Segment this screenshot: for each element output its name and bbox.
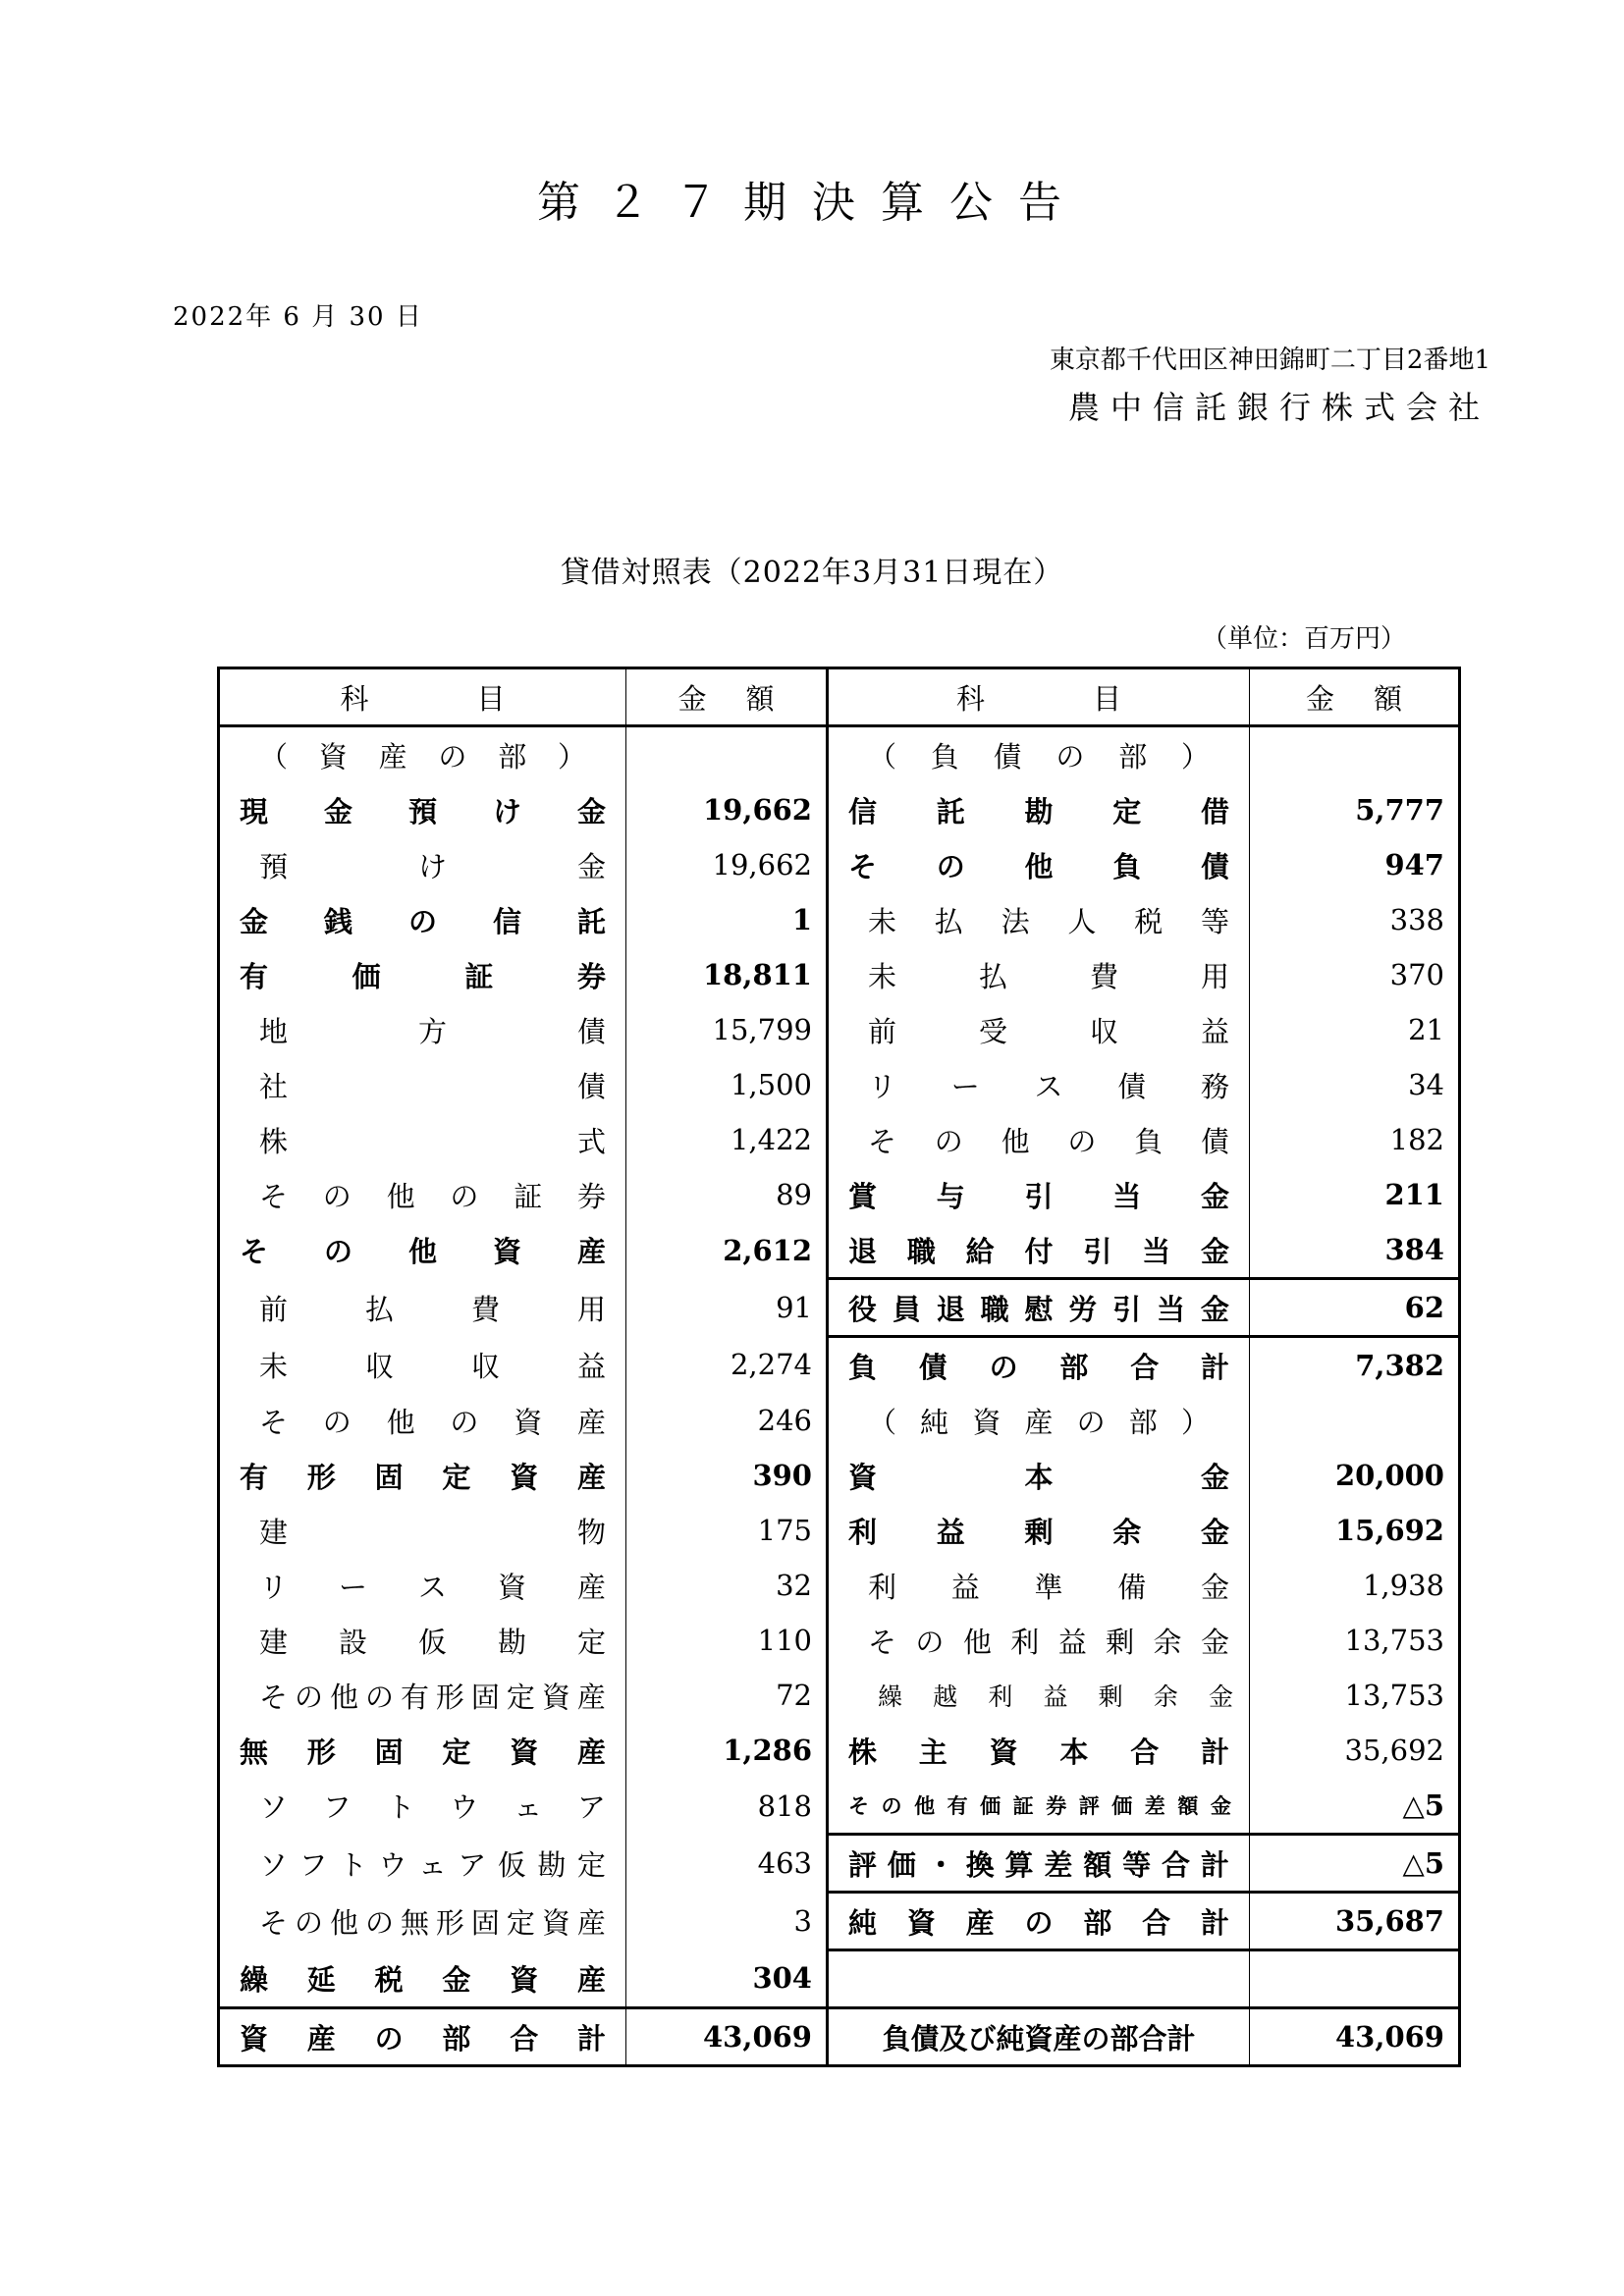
row-label: ソ フ ト ウ ェ ア	[259, 1790, 606, 1825]
asset-value: 1,286	[626, 1723, 828, 1778]
liability-value: 7,382	[1250, 1337, 1460, 1394]
asset-label-cell	[219, 892, 626, 947]
row-label: 無 形 固 定 資 産	[240, 1735, 606, 1769]
balance-sheet-table	[217, 667, 1461, 2067]
row-label: 前 払 費 用	[259, 1292, 606, 1326]
liability-value: 384	[1384, 1233, 1444, 1266]
row-label: そ の 他 資 産	[240, 1235, 606, 1269]
table-row	[219, 1222, 1460, 1279]
asset-value: 463	[626, 1835, 828, 1893]
table-row	[219, 1778, 1460, 1835]
asset-label-cell	[219, 1002, 626, 1057]
asset-label-cell	[219, 1558, 626, 1613]
table-header-row	[219, 668, 1460, 726]
row-label: 繰 延 税 金 資 産	[240, 1962, 606, 1997]
liability-label-cell	[828, 1393, 1250, 1448]
table-row	[219, 1112, 1460, 1167]
row-label: 金 銭 の 信 託	[240, 904, 606, 938]
unit-label: （単位：百万円）	[1201, 624, 1406, 654]
asset-value: 18,811	[626, 947, 828, 1002]
row-label: そ の 他 利 益 剰 余 金	[868, 1625, 1229, 1659]
liability-value: 13,753	[1344, 1624, 1444, 1657]
row-label: 資 本 金	[848, 1460, 1229, 1494]
row-label: 株 主 資 本 合 計	[848, 1735, 1229, 1769]
row-label: （ 純 資 産 の 部 ）	[868, 1405, 1210, 1439]
liability-value: 15,692	[1335, 1514, 1444, 1547]
asset-label-cell	[219, 1337, 626, 1394]
header-amount-right: 金 額	[1250, 668, 1460, 726]
total-liab-label-cell	[828, 2008, 1250, 2066]
liability-label-cell	[828, 1448, 1250, 1503]
liability-value: 1,938	[1362, 1569, 1444, 1602]
table-row	[219, 1167, 1460, 1222]
table-total-row	[219, 2008, 1460, 2066]
asset-label-cell	[219, 1835, 626, 1893]
company-address: 東京都千代田区神田錦町二丁目2番地1	[1049, 346, 1490, 375]
header-item-right: 科 目	[828, 668, 1250, 726]
liability-label-cell	[828, 1279, 1250, 1337]
liability-value: 62	[1250, 1279, 1460, 1337]
asset-value: 1,422	[626, 1112, 828, 1167]
liability-value: △5	[1402, 1789, 1444, 1822]
table-row	[219, 1723, 1460, 1778]
total-assets-label: 資 産 の 部 合 計	[240, 2021, 606, 2056]
table-row	[219, 1835, 1460, 1893]
asset-value: 1,500	[626, 1057, 828, 1112]
row-label: 有 形 固 定 資 産	[240, 1460, 606, 1494]
asset-label-cell	[219, 1057, 626, 1112]
row-label: 現 金 預 け 金	[240, 794, 606, 828]
total-liab-value: 43,069	[1250, 2008, 1460, 2066]
asset-value: 72	[626, 1668, 828, 1723]
liability-label-cell	[828, 1893, 1250, 1950]
asset-value: 32	[626, 1558, 828, 1613]
liability-label-cell	[828, 892, 1250, 947]
asset-label-cell	[219, 1112, 626, 1167]
asset-value: 19,662	[626, 782, 828, 837]
row-label: 利 益 準 備 金	[868, 1570, 1229, 1604]
table-row	[219, 1893, 1460, 1950]
asset-value: 19,662	[626, 837, 828, 892]
asset-label-cell	[219, 1950, 626, 2008]
table-row	[219, 1279, 1460, 1337]
liability-label-cell	[828, 837, 1250, 892]
asset-label-cell	[219, 1668, 626, 1723]
asset-label-cell	[219, 837, 626, 892]
liability-label-cell	[828, 1002, 1250, 1057]
table-row	[219, 1503, 1460, 1558]
table-row	[219, 947, 1460, 1002]
liability-value: 182	[1389, 1123, 1444, 1156]
liability-label-cell	[828, 1057, 1250, 1112]
asset-label-cell	[219, 1167, 626, 1222]
row-label: 建 設 仮 勘 定	[259, 1625, 606, 1659]
asset-label-cell	[219, 1503, 626, 1558]
row-label: 株 式	[259, 1124, 606, 1158]
row-label: 純 資 産 の 部 合 計	[848, 1905, 1229, 1940]
liability-label-cell	[828, 1613, 1250, 1668]
row-label: 退 職 給 付 引 当 金	[848, 1234, 1229, 1268]
liability-value: 35,687	[1250, 1893, 1460, 1950]
liability-value: 5,777	[1355, 793, 1444, 827]
row-label: 社 債	[259, 1069, 606, 1103]
table-row	[219, 892, 1460, 947]
announcement-date: 2022年 6 月 30 日	[173, 302, 423, 332]
asset-value: 3	[626, 1893, 828, 1950]
page-title: 第２７期決算公告	[537, 178, 1087, 228]
table-row	[219, 782, 1460, 837]
liability-value	[1250, 1393, 1460, 1448]
company-name: 農中信託銀行株式会社	[1067, 389, 1490, 426]
asset-value: 390	[626, 1448, 828, 1503]
row-label: ソ フ ト ウ ェ ア 仮 勘 定	[259, 1847, 606, 1882]
row-label: 負 債 の 部 合 計	[848, 1350, 1229, 1384]
liability-value: 35,692	[1344, 1734, 1444, 1767]
liability-label-cell	[828, 1723, 1250, 1778]
row-label: そ の 他 有 価 証 券 評 価 差 額 金	[848, 1793, 1231, 1818]
liability-label-cell	[828, 1778, 1250, 1835]
table-body	[219, 726, 1460, 2008]
asset-value: 89	[626, 1167, 828, 1222]
liability-label-cell	[828, 1167, 1250, 1222]
row-label: 信 託 勘 定 借	[848, 794, 1229, 828]
asset-label-cell	[219, 726, 626, 783]
row-label: そ の 他 の 有 形 固 定 資 産	[259, 1680, 606, 1714]
asset-value: 2,612	[626, 1222, 828, 1279]
row-label: 建 物	[259, 1515, 606, 1549]
liability-label-cell	[828, 947, 1250, 1002]
asset-label-cell	[219, 1222, 626, 1279]
liability-value	[1250, 726, 1460, 783]
asset-label-cell	[219, 947, 626, 1002]
row-label: 前 受 収 益	[868, 1014, 1229, 1048]
row-label: 地 方 債	[259, 1014, 606, 1048]
row-label: 利 益 剰 余 金	[848, 1515, 1229, 1549]
liability-label-cell	[828, 782, 1250, 837]
table-row	[219, 837, 1460, 892]
liability-label-cell	[828, 1558, 1250, 1613]
table-row	[219, 1057, 1460, 1112]
asset-value: 1	[626, 892, 828, 947]
table-row	[219, 1668, 1460, 1723]
row-label: 役 員 退 職 慰 労 引 当 金	[848, 1292, 1229, 1326]
liability-label-cell	[828, 1950, 1250, 2008]
row-label: （ 資 産 の 部 ）	[259, 739, 586, 774]
liability-value: 13,753	[1344, 1679, 1444, 1712]
row-label: リ ー ス 債 務	[868, 1069, 1229, 1103]
liability-value: 370	[1389, 958, 1444, 991]
table-row	[219, 1613, 1460, 1668]
row-label: 未 収 収 益	[259, 1349, 606, 1383]
row-label: そ の 他 負 債	[848, 849, 1229, 883]
asset-label-cell	[219, 1723, 626, 1778]
total-assets-label-cell	[219, 2008, 626, 2066]
row-label: （ 負 債 の 部 ）	[868, 739, 1210, 774]
liability-value: 211	[1384, 1178, 1444, 1211]
asset-label-cell	[219, 1778, 626, 1835]
table-row	[219, 1558, 1460, 1613]
asset-value: 304	[626, 1950, 828, 2008]
liability-value: 338	[1389, 903, 1444, 936]
liability-label-cell	[828, 1337, 1250, 1394]
asset-value: 818	[626, 1778, 828, 1835]
row-label: そ の 他 の 負 債	[868, 1124, 1229, 1158]
row-label: 有 価 証 券	[240, 959, 606, 993]
asset-label-cell	[219, 782, 626, 837]
asset-value: 91	[626, 1279, 828, 1337]
asset-value: 15,799	[626, 1002, 828, 1057]
liability-value: △5	[1250, 1835, 1460, 1893]
liability-label-cell	[828, 1112, 1250, 1167]
row-label: リ ー ス 資 産	[259, 1570, 606, 1604]
liability-label-cell	[828, 1503, 1250, 1558]
liability-value: 947	[1384, 848, 1444, 881]
header-amount-left: 金 額	[626, 668, 828, 726]
asset-label-cell	[219, 1393, 626, 1448]
table-row	[219, 1950, 1460, 2008]
balance-sheet-title: 貸借対照表（2022年3月31日現在）	[560, 556, 1064, 590]
liability-value: 20,000	[1335, 1459, 1444, 1492]
total-assets-value: 43,069	[626, 2008, 828, 2066]
asset-label-cell	[219, 1893, 626, 1950]
liability-label-cell	[828, 1222, 1250, 1279]
table-row	[219, 1337, 1460, 1394]
asset-value	[626, 726, 828, 783]
asset-label-cell	[219, 1279, 626, 1337]
row-label: そ の 他 の 証 券	[259, 1179, 606, 1213]
liability-value: 21	[1408, 1013, 1444, 1046]
asset-value: 246	[626, 1393, 828, 1448]
asset-label-cell	[219, 1613, 626, 1668]
table-row	[219, 1448, 1460, 1503]
asset-label-cell	[219, 1448, 626, 1503]
row-label: 未 払 法 人 税 等	[868, 904, 1229, 938]
row-label: 賞 与 引 当 金	[848, 1179, 1229, 1213]
liability-value	[1250, 1950, 1460, 2008]
row-label: そ の 他 の 無 形 固 定 資 産	[259, 1905, 606, 1940]
row-label: 評 価 ・ 換 算 差 額 等 合 計	[848, 1847, 1229, 1882]
asset-value: 110	[626, 1613, 828, 1668]
asset-value: 175	[626, 1503, 828, 1558]
total-liab-label: 負債及び純資産の部合計	[882, 2021, 1196, 2056]
liability-value: 34	[1408, 1068, 1444, 1101]
liability-label-cell	[828, 1668, 1250, 1723]
header-item-left: 科 目	[219, 668, 626, 726]
liability-label-cell	[828, 726, 1250, 783]
table-row	[219, 1393, 1460, 1448]
row-label: 繰 越 利 益 剰 余 金	[878, 1682, 1233, 1711]
table-row	[219, 726, 1460, 783]
row-label: そ の 他 の 資 産	[259, 1405, 606, 1439]
table-row	[219, 1002, 1460, 1057]
liability-label-cell	[828, 1835, 1250, 1893]
asset-value: 2,274	[626, 1337, 828, 1394]
row-label: 未 払 費 用	[868, 959, 1229, 993]
row-label: 預 け 金	[259, 849, 606, 883]
